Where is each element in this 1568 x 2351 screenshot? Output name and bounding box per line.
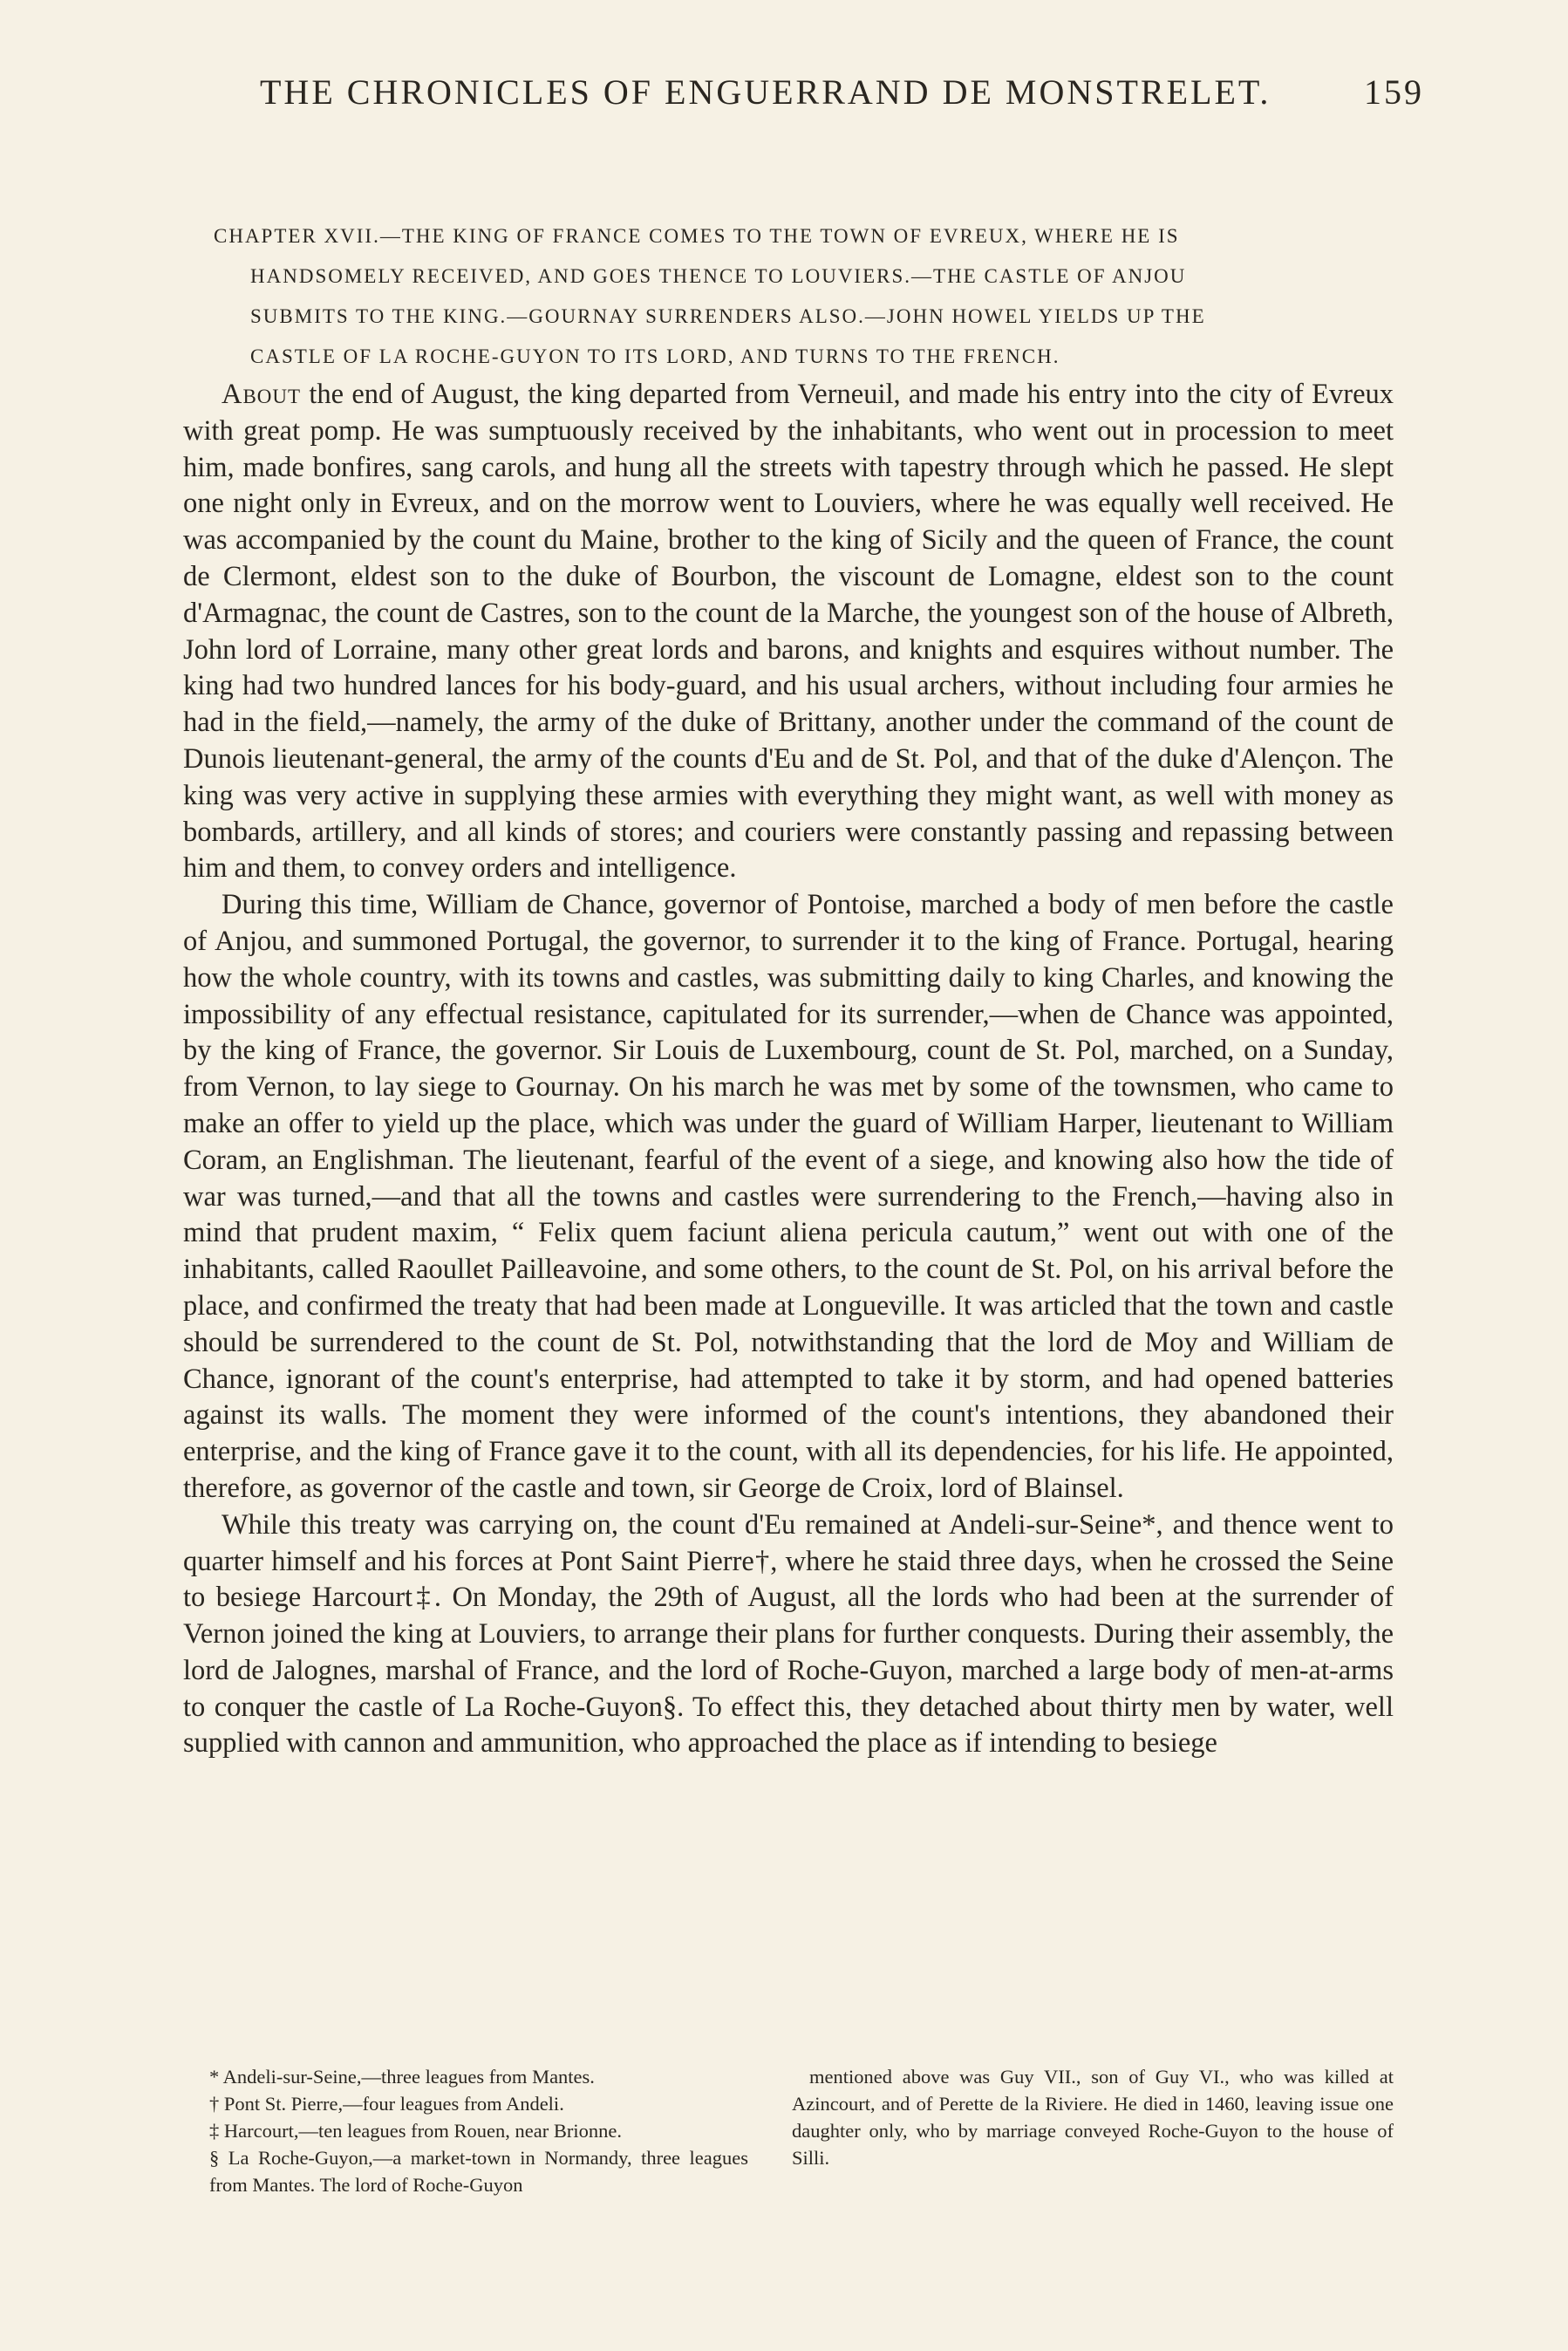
footnote-continuation: mentioned above was Guy VII., son of Guy VI., who was killed at Azincourt, and of Perette de la Riviere. He died in 1460, leaving issue one daughter only, who by marriage conveyed Roche-Guyon to the house of Silli.	[792, 2066, 1394, 2169]
footnote: * Andeli-sur-Seine,—three leagues from Mantes.	[209, 2066, 595, 2088]
footnotes-right-column	[792, 2063, 1394, 2171]
footnote: § La Roche-Guyon,—a market-town in Normandy, three leagues from Mantes. The lord of Roche-Guyon	[209, 2147, 748, 2196]
chapter-heading-line: CHAPTER XVII.—THE KING OF FRANCE COMES TO THE TOWN OF EVREUX, WHERE HE IS	[214, 225, 1180, 247]
page-number: 159	[1364, 72, 1424, 112]
chapter-heading-line: SUBMITS TO THE KING.—GOURNAY SURRENDERS ALSO.—JOHN HOWEL YIELDS UP THE	[250, 305, 1206, 327]
paragraph: During this time, William de Chance, governor of Pontoise, marched a body of men before the castle of Anjou, and summoned Portugal, the governor, to surrender it to the king of France. Portugal, hearing how the whole country, with its towns and castles, was submitting daily to king Charles, and knowing the impossibility of any effectual resistance, capitulated for its surrender,—when de Chance was appointed, by the king of France, the governor. Sir Louis de Luxembourg, count de St. Pol, marched, on a Sunday, from Vernon, to lay siege to Gournay. On his march he was met by some of the townsmen, who came to make an offer to yield up the place, which was under the guard of William Harper, lieutenant to William Coram, an Englishman. The lieutenant, fearful of the event of a siege, and knowing also how the tide of war was turned,—and that all the towns and castles were surrendering to the French,—having also in mind that prudent maxim, “ Felix quem faciunt aliena pericula cautum,” went out with one of the inhabitants, called Raoullet Pailleavoine, and some others, to the count de St. Pol, on his arrival before the place, and confirmed the treaty that had been made at Longueville. It was articled that the town and castle should be surrendered to the count de St. Pol, notwithstanding that the lord de Moy and William de Chance, ignorant of the count's enterprise, had attempted to take it by storm, and had opened batteries against its walls. The moment they were informed of the count's intentions, they abandoned their enterprise, and the king of France gave it to the count, with all its dependencies, for his life. He appointed, therefore, as governor of the castle and town, sir George de Croix, lord of Blainsel.	[183, 889, 1394, 1504]
paragraph-text: the end of August, the king departed from Verneuil, and made his entry into the city of Evreux with great pomp. He was sumptuously received by the inhabitants, who went out in procession to meet him, made bonfires, sang carols, and hung all the streets with tapestry through which he passed. He slept one night only in Evreux, and on the morrow went to Louviers, where he was equally well received. He was accompanied by the count du Maine, brother to the king of Sicily and the queen of France, the count de Clermont, eldest son to the duke of Bourbon, the viscount de Lomagne, eldest son to the count d'Armagnac, the count de Castres, son to the count de la Marche, the youngest son of the house of Albreth, John lord of Lorraine, many other great lords and barons, and knights and esquires without number. The king had two hundred lances for his body-guard, and his usual archers, without including four armies he had in the field,—namely, the army of the duke of Brittany, another under the command of the count de Dunois lieutenant-general, the army of the counts d'Eu and de St. Pol, and that of the duke d'Alençon. The king was very active in supplying these armies with everything they might want, as well with money as bombards, artillery, and all kinds of stores; and couriers were constantly passing and repassing between him and them, to convey orders and intelligence.	[183, 379, 1394, 885]
footnote: † Pont St. Pierre,—four leagues from Andeli.	[209, 2093, 564, 2115]
chapter-heading-line: HANDSOMELY RECEIVED, AND GOES THENCE TO LOUVIERS.—THE CASTLE OF ANJOU	[250, 265, 1187, 287]
body-text	[183, 377, 1394, 1762]
running-title: THE CHRONICLES OF ENGUERRAND DE MONSTRELET.	[260, 72, 1271, 112]
paragraph-initial-word: About	[222, 379, 302, 410]
chapter-heading	[214, 216, 1394, 377]
paragraph	[183, 377, 1394, 887]
footnote: ‡ Harcourt,—ten leagues from Rouen, near Brionne.	[209, 2120, 622, 2142]
chapter-heading-line: CASTLE OF LA ROCHE-GUYON TO ITS LORD, AND TURNS TO THE FRENCH.	[250, 345, 1060, 367]
paragraph: While this treaty was carrying on, the count d'Eu remained at Andeli-sur-Seine*, and thence went to quarter himself and his forces at Pont Saint Pierre†, where he staid three days, when he crossed the Seine to besiege Harcourt‡. On Monday, the 29th of August, all the lords who had been at the surrender of Vernon joined the king at Louviers, to arrange their plans for further conquests. During their assembly, the lord de Jalognes, marshal of France, and the lord of Roche-Guyon, marched a large body of men-at-arms to conquer the castle of La Roche-Guyon§. To effect this, they detached about thirty men by water, well supplied with cannon and ammunition, who approached the place as if intending to besiege	[183, 1508, 1394, 1760]
footnotes-left-column	[183, 2063, 748, 2198]
